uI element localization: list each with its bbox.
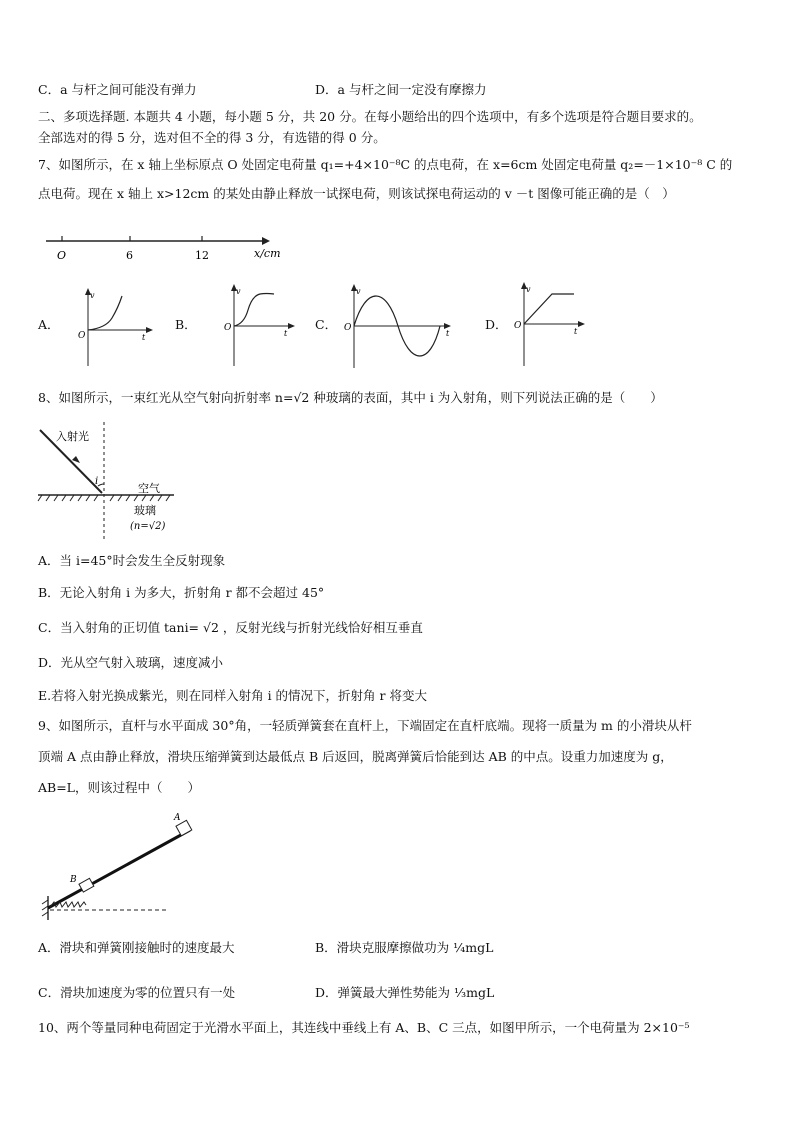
q8-option-d: D．光从空气射入玻璃，速度减小 [38,655,224,670]
q8-option-e: E.若将入射光换成紫光，则在同样入射角 i 的情况下，折射角 r 将变大 [38,688,427,703]
svg-text:入射光: 入射光 [56,430,89,443]
q7-option-a-label: A． [38,317,60,332]
svg-text:O: O [344,323,352,333]
q7-graph-a [76,288,156,368]
svg-text:(n=√2): (n=√2) [130,521,166,532]
svg-text:O: O [514,321,522,331]
q9-option-a: A．滑块和弹簧刚接触时的速度最大 [38,940,235,955]
q7-graph-b [222,284,302,368]
q9-incline-figure [40,812,210,922]
svg-text:v: v [90,291,95,300]
svg-text:v: v [356,287,361,296]
axis-origin-label: O [57,249,67,262]
q9-stem-line3: AB=L，则该过程中（ ） [38,780,200,795]
svg-text:i: i [95,476,99,487]
svg-text:t: t [446,329,450,338]
q8-option-a: A．当 i=45°时会发生全反射现象 [38,553,226,568]
svg-text:A: A [174,813,181,823]
axis-tick-12: 12 [195,249,209,262]
section2-line1: 二、多项选择题. 本题共 4 小题，每小题 5 分，共 20 分。在每小题给出的四个选项中，有多个选项是符合题目要求的。 [38,109,702,124]
q6-option-c: C．a 与杆之间可能没有弹力 [38,82,197,97]
q8-refraction-figure [38,422,178,542]
q9-stem-line1: 9、如图所示，直杆与水平面成 30°角，一轻质弹簧套在直杆上，下端固定在直杆底端。现将一质量为 m 的小滑块从杆 [38,718,692,733]
svg-text:玻璃: 玻璃 [134,504,156,517]
q7-graph-c [342,284,462,370]
q7-option-c-label: C． [315,317,338,332]
svg-text:t: t [142,333,146,342]
q7-x-axis-figure [40,228,280,268]
q8-option-c: C．当入射角的正切值 tani= √2 ，反射光线与折射光线恰好相互垂直 [38,620,423,635]
svg-text:B: B [70,875,77,885]
q8-stem: 8、如图所示，一束红光从空气射向折射率 n=√2 种玻璃的表面，其中 i 为入射角，则下列说法正确的是（ ） [38,390,663,405]
svg-text:空气: 空气 [138,482,160,495]
section2-line2: 全部选对的得 5 分，选对但不全的得 3 分，有选错的得 0 分。 [38,130,386,145]
axis-unit-label: x/cm [254,247,281,260]
q7-stem-line2: 点电荷。现在 x 轴上 x>12cm 的某处由静止释放一试探电荷，则该试探电荷运动的 v －t 图像可能正确的是（ ） [38,186,675,201]
q10-stem-line1: 10、两个等量同种电荷固定于光滑水平面上，其连线中垂线上有 A、B、C 三点，如图甲所示，一个电荷量为 2×10⁻⁵ [38,1020,690,1035]
q9-option-b: B．滑块克服摩擦做功为 ¼mgL [315,940,494,955]
svg-text:v: v [236,287,241,296]
svg-text:v: v [526,285,531,294]
q7-option-d-label: D． [485,317,508,332]
q7-option-b-label: B． [175,317,197,332]
svg-text:t: t [284,329,288,338]
q8-option-b: B．无论入射角 i 为多大，折射角 r 都不会超过 45° [38,585,325,600]
svg-text:O: O [224,323,232,333]
svg-text:O: O [78,331,86,341]
svg-text:t: t [574,327,578,336]
q7-stem-line1: 7、如图所示，在 x 轴上坐标原点 O 处固定电荷量 q₁=+4×10⁻⁸C 的点电荷，在 x=6cm 处固定电荷量 q₂=－1×10⁻⁸ C 的 [38,157,733,172]
q6-option-d: D．a 与杆之间一定没有摩擦力 [315,82,487,97]
axis-tick-6: 6 [126,249,133,262]
q9-stem-line2: 顶端 A 点由静止释放，滑块压缩弹簧到达最低点 B 后返回，脱离弹簧后恰能到达 AB 的中点。设重力加速度为 g， [38,749,673,764]
q9-option-d: D．弹簧最大弹性势能为 ⅓mgL [315,985,495,1000]
q9-option-c: C．滑块加速度为零的位置只有一处 [38,985,236,1000]
q7-graph-d [512,282,592,368]
